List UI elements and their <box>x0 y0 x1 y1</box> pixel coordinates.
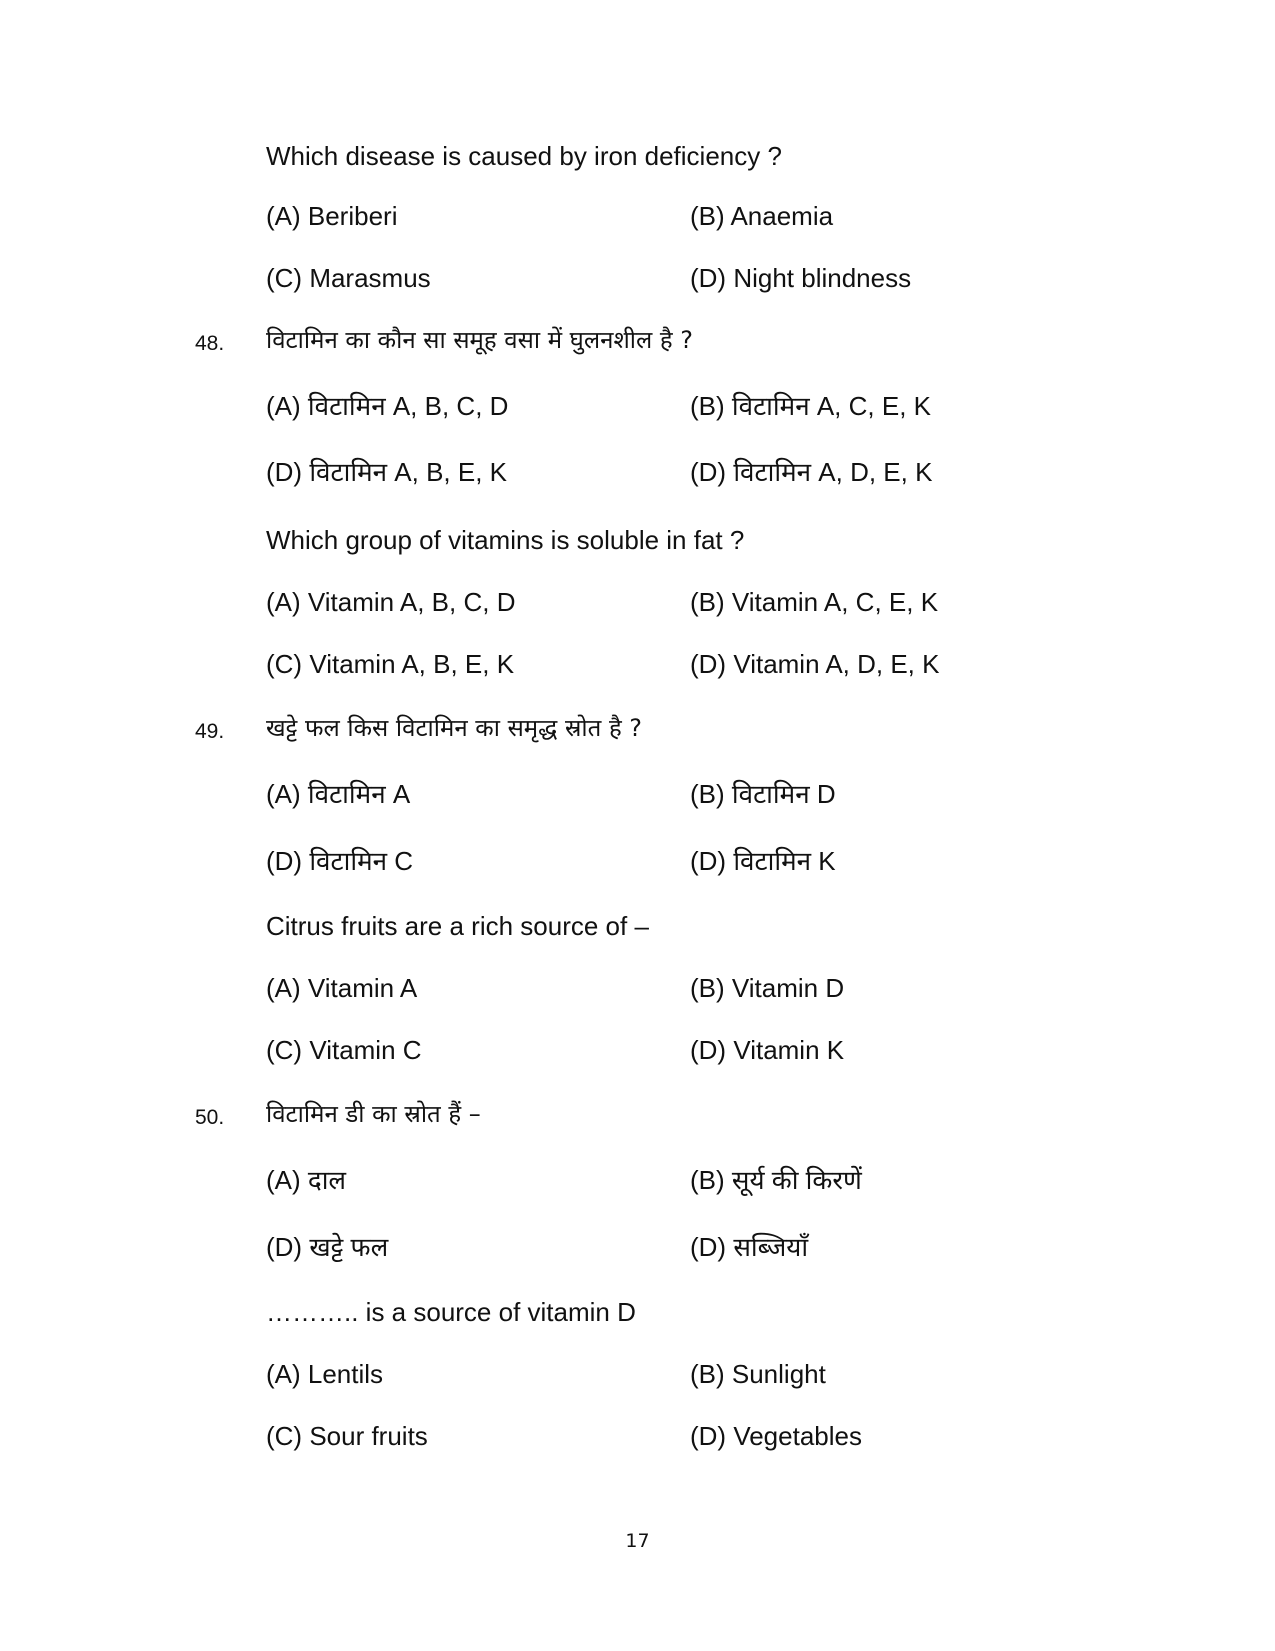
option-d: (D) Vitamin A, D, E, K <box>690 649 940 679</box>
option-a: (A) Lentils <box>266 1359 384 1389</box>
option-a-hindi: (A) विटामिन A, B, C, D <box>266 391 509 421</box>
question-number: 50. <box>195 1106 225 1129</box>
question-text: Citrus fruits are a rich source of – <box>266 911 649 941</box>
option-c: (C) Vitamin A, B, E, K <box>266 649 515 679</box>
option-d-hindi: (D) विटामिन A, D, E, K <box>690 457 933 487</box>
question-text-hindi: विटामिन का कौन सा समूह वसा में घुलनशील है ? <box>266 326 693 354</box>
question-text: Which group of vitamins is soluble in fat ? <box>266 525 745 555</box>
question-text-hindi: विटामिन डी का स्रोत हैं – <box>266 1100 481 1128</box>
question-number: 49. <box>195 720 225 743</box>
option-b: (B) Sunlight <box>690 1359 826 1389</box>
option-c: (C) Vitamin C <box>266 1035 422 1065</box>
option-a-hindi: (A) विटामिन A <box>266 779 411 809</box>
option-d: (D) Vegetables <box>690 1421 862 1451</box>
option-c-hindi: (D) विटामिन A, B, E, K <box>266 457 507 487</box>
option-d: (D) Night blindness <box>690 263 912 293</box>
page-number: 17 <box>625 1530 650 1552</box>
option-a: (A) Beriberi <box>266 201 398 231</box>
option-b: (B) Vitamin A, C, E, K <box>690 587 939 617</box>
option-d-hindi: (D) सब्जियाँ <box>690 1232 809 1262</box>
option-c: (C) Sour fruits <box>266 1421 428 1451</box>
question-text-hindi: खट्टे फल किस विटामिन का समृद्ध स्रोत है ? <box>266 714 643 742</box>
option-d-hindi: (D) विटामिन K <box>690 846 836 876</box>
option-a: (A) Vitamin A <box>266 973 418 1003</box>
option-d: (D) Vitamin K <box>690 1035 845 1065</box>
option-a-hindi: (A) दाल <box>266 1165 347 1195</box>
option-b-hindi: (B) विटामिन A, C, E, K <box>690 391 931 421</box>
question-text: Which disease is caused by iron deficiency ? <box>266 141 782 171</box>
option-c-hindi: (D) विटामिन C <box>266 846 414 876</box>
question-text: ……….. is a source of vitamin D <box>266 1297 636 1327</box>
option-b-hindi: (B) विटामिन D <box>690 779 836 809</box>
option-b-hindi: (B) सूर्य की किरणें <box>690 1165 862 1195</box>
option-c: (C) Marasmus <box>266 263 431 293</box>
question-number: 48. <box>195 332 225 355</box>
option-c-hindi: (D) खट्टे फल <box>266 1232 389 1262</box>
option-b: (B) Anaemia <box>690 201 834 231</box>
option-a: (A) Vitamin A, B, C, D <box>266 587 516 617</box>
option-b: (B) Vitamin D <box>690 973 845 1003</box>
